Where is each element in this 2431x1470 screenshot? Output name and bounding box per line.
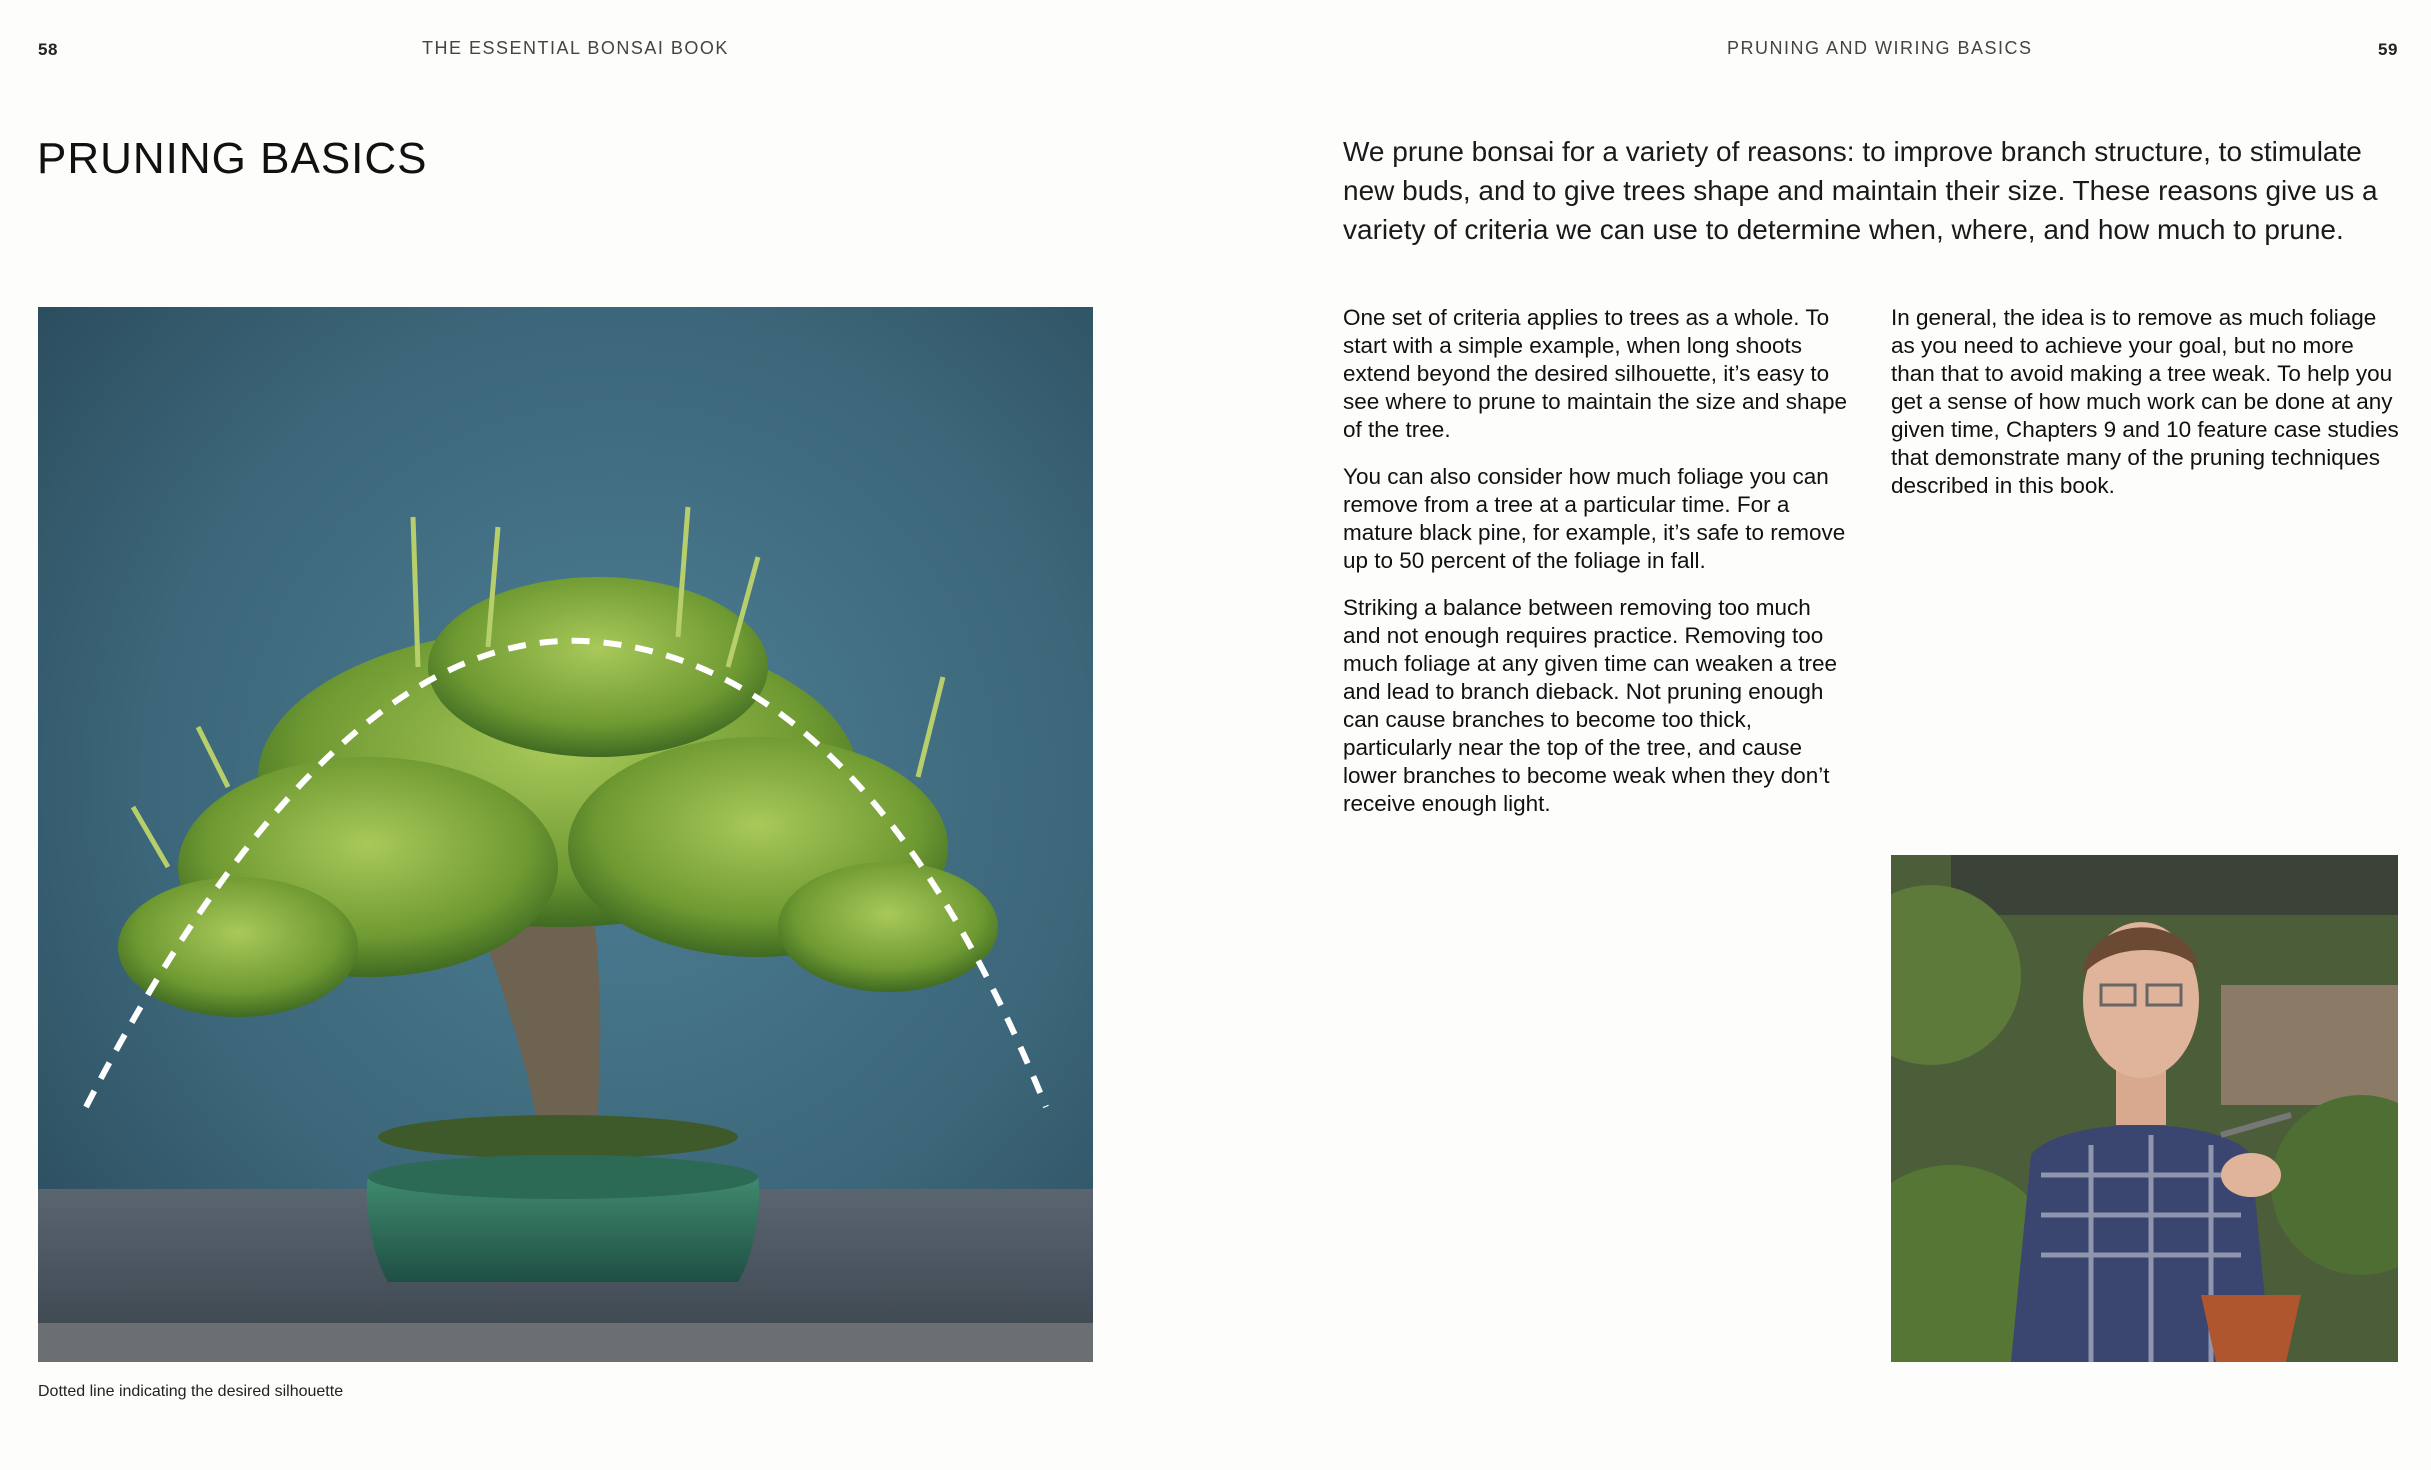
moss xyxy=(378,1115,738,1159)
body-paragraph: In general, the idea is to remove as much foliage as you need to achieve your goal, but no more than that to avoid making a tree weak. To help you get a sense of how much work can be done at any given time, Chapters 9 and 10 feature case studies that demonstrate many of the pruning techniques described in this book. xyxy=(1891,305,2399,498)
body-paragraph: One set of criteria applies to trees as a whole. To start with a simple example, when long shoots extend beyond the desired silhouette, it’s easy to see where to prune to maintain the size and shape of the tree. xyxy=(1343,305,1848,442)
body-column-1 xyxy=(1343,304,1853,837)
hand xyxy=(2221,1153,2281,1197)
left-running-head: THE ESSENTIAL BONSAI BOOK xyxy=(422,38,729,58)
clay-pot xyxy=(2201,1295,2301,1362)
page-heading: PRUNING BASICS xyxy=(37,134,428,183)
left-page-number: 58 xyxy=(38,40,58,59)
gardener-illustration xyxy=(1891,855,2398,1362)
body-column-2 xyxy=(1891,304,2401,519)
body-paragraph: You can also consider how much foliage you can remove from a tree at a particular time. For a mature black pine, for example, it’s safe to remove up to 50 percent of the foliage in fall. xyxy=(1343,464,1846,573)
figure-caption: Dotted line indicating the desired silhouette xyxy=(38,1383,344,1400)
table-edge xyxy=(38,1323,1093,1362)
right-page-number: 59 xyxy=(2378,40,2398,59)
pot-rim xyxy=(368,1155,758,1199)
body-paragraph: Striking a balance between removing too much and not enough requires practice. Removing too much foliage at any given time can weaken a tree and lead to branch dieback. Not pruning enough can cause branches to become too thick, particularly near the top of the tree, and cause lower branches to become weak when they don’t receive enough light. xyxy=(1343,595,1838,816)
right-running-head: PRUNING AND WIRING BASICS xyxy=(1727,38,2033,58)
lede-paragraph: We prune bonsai for a variety of reasons: to improve branch structure, to stimulate new buds, and to give trees shape and maintain their size. These reasons give us a variety of criteria we can use to determine when, where, and how much to prune. xyxy=(1343,136,2378,245)
gardener-photo xyxy=(1891,855,2398,1362)
bonsai-photo xyxy=(38,307,1093,1362)
bonsai-illustration xyxy=(38,307,1093,1362)
fence xyxy=(2221,985,2398,1105)
